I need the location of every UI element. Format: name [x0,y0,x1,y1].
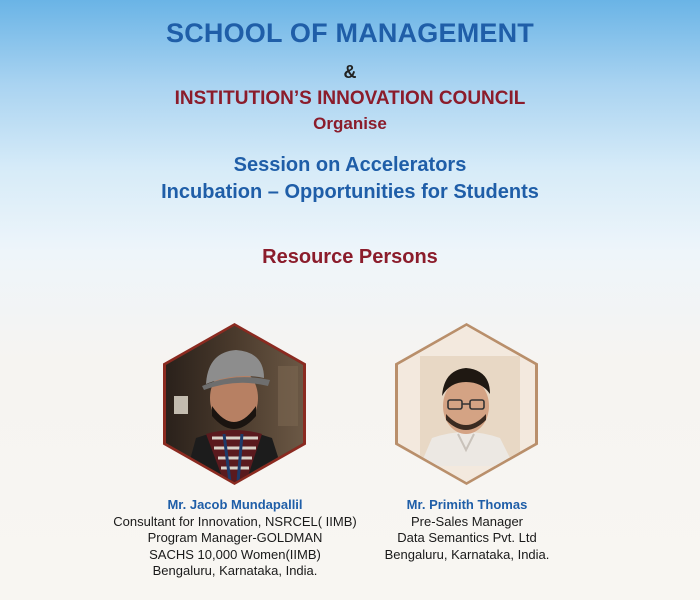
session-title-line1: Session on Accelerators [233,154,467,176]
person-detail-line: Consultant for Innovation, NSRCEL( IIMB) [113,513,357,529]
ampersand-text: & [343,62,357,82]
council-title: INSTITUTION’S INNOVATION COUNCIL [174,88,526,109]
organise-text: Organise [313,114,387,133]
person-detail-line: Bengaluru, Karnataka, India. [152,563,318,578]
resource-person-left [95,497,375,580]
person-detail-line: SACHS 10,000 Women(IIMB) [149,546,321,562]
portrait-illustration-left [166,326,303,482]
person-detail-line: Pre-Sales Manager [411,513,523,529]
portrait-illustration-right [398,326,535,482]
person-detail-line: Program Manager-GOLDMAN [147,530,323,545]
person-name: Mr. Primith Thomas [406,497,528,512]
session-title-line2: Incubation – Opportunities for Students [161,181,539,203]
portrait-photo-right [398,326,535,482]
person-name: Mr. Jacob Mundapallil [167,497,303,512]
school-title: SCHOOL OF MANAGEMENT [166,18,534,48]
portrait-photo-left [166,326,303,482]
person-detail-line: Data Semantics Pvt. Ltd [397,530,537,545]
resource-persons-heading: Resource Persons [262,246,438,268]
resource-person-right [352,497,582,563]
person-detail-line: Bengaluru, Karnataka, India. [384,546,550,562]
